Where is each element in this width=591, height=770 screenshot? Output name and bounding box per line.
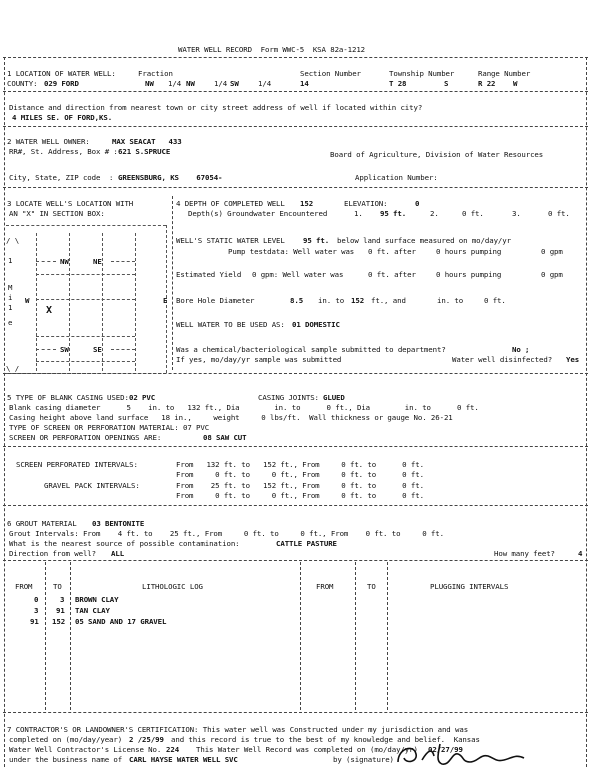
log-description: TAN CLAY (75, 606, 110, 615)
side-mark: 1 (8, 256, 13, 265)
casing-value: 02 PVC (129, 393, 156, 402)
depth-value: 152 (300, 199, 314, 208)
side-mark: 1 (8, 303, 13, 312)
bore-text-4: 0 ft. (484, 296, 506, 305)
screen-intervals-label: SCREEN PERFORATED INTERVALS: (16, 460, 138, 469)
divider (3, 91, 588, 92)
static-label: WELL'S STATIC WATER LEVEL (176, 236, 285, 245)
slash-mark: / \ (6, 236, 20, 245)
openings-value: 08 SAW CUT (203, 433, 247, 442)
range-value: R 22 (478, 79, 496, 88)
se-label: SE (93, 345, 102, 354)
s3-heading: 3 LOCATE WELL'S LOCATION WITH (7, 199, 134, 208)
pump-2-value: 0 ft. after (368, 270, 416, 279)
feet-value: 4 (578, 549, 583, 558)
screen-type: TYPE OF SCREEN OR PERFORATION MATERIAL: 07 PVC (9, 423, 210, 432)
log-column-divider (45, 562, 46, 710)
s1-heading: 1 LOCATION OF WATER WELL: (7, 69, 116, 78)
screen-row-2: From 0 ft. to 0 ft., From 0 ft. to 0 ft. (176, 470, 424, 479)
range-dir: W (513, 79, 518, 88)
bore-label: Bore Hole Diameter (176, 296, 255, 305)
divider (3, 57, 588, 58)
certification-line-3b: This Water Well Record was completed on (mo/day/yr) (196, 745, 418, 754)
joints-label: CASING JOINTS: (258, 393, 319, 402)
log-header-to: TO (53, 582, 62, 591)
log-column-divider (355, 562, 356, 710)
casing-diameter-line: Blank casing diameter 5 in. to 132 ft., Dia in. to 0 ft., Dia in. to 0 ft. (9, 403, 479, 412)
direction-label: Direction from well? (9, 549, 96, 558)
grid-line (36, 361, 135, 362)
log-header-from: FROM (15, 582, 33, 591)
log-header-lithologic: LITHOLOGIC LOG (142, 582, 203, 591)
use-label: WELL WATER TO BE USED AS: (176, 320, 285, 329)
pump-1-value: 0 ft. after (368, 247, 416, 256)
gravel-row-1: From 25 ft. to 152 ft., From 0 ft. to 0 ft. (176, 481, 424, 490)
certification-line-3a: Water Well Contractor's License No. (9, 745, 162, 754)
contamination-label: What is the nearest source of possible contamination: (9, 539, 240, 548)
grout-intervals: Grout Intervals: From 4 ft. to 25 ft., From 0 ft. to 0 ft., From 0 ft. to 0 ft. (9, 529, 444, 538)
side-mark: M (8, 283, 13, 292)
pump-2-hours: 0 hours pumping (436, 270, 502, 279)
section-value: 14 (300, 79, 309, 88)
grid-line (6, 225, 166, 226)
openings-label: SCREEN OR PERFORATION OPENINGS ARE: (9, 433, 162, 442)
log-header-from-2: FROM (316, 582, 334, 591)
nw-label: NW (60, 257, 69, 266)
quarter-2: NW (186, 79, 195, 88)
log-header-to-2: TO (367, 582, 376, 591)
bore-text-2: ft., and (371, 296, 406, 305)
divider (3, 126, 588, 127)
s3-heading-2: AN "X" IN SECTION BOX: (9, 209, 105, 218)
gw-1-label: 1. (354, 209, 363, 218)
grid-line (69, 233, 70, 371)
grid-line (36, 349, 56, 350)
log-header-plugging: PLUGGING INTERVALS (430, 582, 509, 591)
log-from: 3 (34, 606, 39, 615)
side-mark: i (8, 293, 13, 302)
gw-2-label: 2. (430, 209, 439, 218)
chem-question: Was a chemical/bacteriological sample submitted to department? (176, 345, 446, 354)
board-label: Board of Agriculture, Division of Water Resources (330, 150, 544, 159)
quarter-unit-3: 1/4 (258, 79, 272, 88)
grid-line (111, 349, 135, 350)
county-label: COUNTY: (7, 79, 38, 88)
elevation-value: 0 (415, 199, 420, 208)
quarter-unit-1: 1/4 (168, 79, 182, 88)
completion-date: 2 /25/99 (129, 735, 164, 744)
groundwater-label: Depth(s) Groundwater Encountered (188, 209, 328, 218)
township-value: T 28 (389, 79, 407, 88)
grid-line (36, 299, 135, 300)
city-label: City, State, ZIP code : (9, 173, 114, 182)
bore-diameter: 8.5 (290, 296, 304, 305)
gw-2-value: 0 ft. (462, 209, 484, 218)
static-value: 95 ft. (303, 236, 330, 245)
section-label: Section Number (300, 69, 361, 78)
divider (3, 373, 588, 374)
chem-answer: No ; (512, 345, 530, 354)
gw-3-label: 3. (512, 209, 521, 218)
bore-text: in. to (318, 296, 345, 305)
divider (3, 446, 588, 447)
county-value: 029 FORD (44, 79, 79, 88)
disinfected-value: Yes (566, 355, 580, 364)
contamination-value: CATTLE PASTURE (276, 539, 337, 548)
township-dir: S (444, 79, 449, 88)
log-column-divider (300, 562, 301, 710)
gw-1-value: 95 ft. (380, 209, 407, 218)
side-mark: e (8, 318, 13, 327)
certification-line-4a: under the business name of (9, 755, 123, 764)
address-value: 621 S.SPRUCE (118, 147, 171, 156)
frame-right (586, 57, 587, 767)
e-label: E (163, 296, 168, 305)
grid-line (102, 233, 103, 371)
pump-2-gpm: 0 gpm (541, 270, 563, 279)
divider (3, 187, 588, 188)
grout-value: 03 BENTONITE (92, 519, 145, 528)
record-date: 02/27/99 (428, 745, 463, 754)
log-description: 05 SAND AND 17 GRAVEL (75, 617, 167, 626)
form-title: WATER WELL RECORD Form WWC-5 KSA 82a-1212 (178, 45, 366, 54)
grout-label: 6 GROUT MATERIAL (7, 519, 77, 528)
log-to: 91 (56, 606, 65, 615)
w-label: W (25, 296, 30, 305)
quarter-1: NW (145, 79, 154, 88)
yield-label: Estimated Yield (176, 270, 242, 279)
quarter-3: SW (230, 79, 239, 88)
joints-value: GLUED (323, 393, 345, 402)
range-label: Range Number (478, 69, 531, 78)
log-description: BROWN CLAY (75, 595, 119, 604)
log-to: 3 (60, 595, 65, 604)
pump-label: Pump testdata: Well water was (228, 247, 355, 256)
yield-value: 0 gpm: Well water was (252, 270, 344, 279)
ne-label: NE (93, 257, 102, 266)
application-label: Application Number: (355, 173, 438, 182)
grid-line (36, 274, 135, 275)
chem-date-label: If yes, mo/day/yr sample was submitted (176, 355, 342, 364)
frame-left (4, 57, 5, 767)
distance-question: Distance and direction from nearest town or city street address of well if located within city? (9, 103, 423, 112)
signature-icon (392, 740, 542, 770)
bore-depth: 152 (351, 296, 365, 305)
bore-text-3: in. to (437, 296, 464, 305)
grid-line (135, 233, 136, 371)
divider (3, 560, 588, 561)
log-column-divider (387, 562, 388, 710)
use-value: 01 DOMESTIC (292, 320, 340, 329)
casing-label: 5 TYPE OF BLANK CASING USED: (7, 393, 129, 402)
city-value: GREENSBURG, KS 67054- (118, 173, 223, 182)
license-number: 224 (166, 745, 180, 754)
static-text: below land surface measured on mo/day/yr (337, 236, 511, 245)
pump-1-hours: 0 hours pumping (436, 247, 502, 256)
log-from: 91 (30, 617, 39, 626)
signature-label: by (signature) (333, 755, 394, 764)
business-name: CARL HAYSE WATER WELL SVC (129, 755, 238, 764)
feet-label: How many feet? (494, 549, 555, 558)
grid-line (36, 336, 135, 337)
disinfected-label: Water well disinfected? (452, 355, 553, 364)
slash-mark: \ / (6, 364, 20, 373)
depth-label: 4 DEPTH OF COMPLETED WELL (176, 199, 285, 208)
fraction-label: Fraction (138, 69, 173, 78)
certification-line-2b: and this record is true to the best of my knowledge and belief. Kansas (171, 735, 480, 744)
section-box (6, 225, 166, 373)
location-x-mark: X (46, 305, 52, 316)
gw-3-value: 0 ft. (548, 209, 570, 218)
address-label: RR#, St. Address, Box # : (9, 147, 118, 156)
casing-height-line: Casing height above land surface 18 in., weight 0 lbs/ft. Wall thickness or gauge No. 26-21 (9, 413, 453, 422)
quarter-unit-2: 1/4 (214, 79, 228, 88)
certification-line-1: 7 CONTRACTOR'S OR LANDOWNER'S CERTIFICATION: This water well was Constructed under my jurisdiction and was (7, 725, 469, 734)
log-from: 0 (34, 595, 39, 604)
direction-value: ALL (111, 549, 125, 558)
township-label: Township Number (389, 69, 455, 78)
log-column-divider (70, 562, 71, 710)
owner-value: MAX SEACAT 433 (112, 137, 182, 146)
grid-line (111, 261, 135, 262)
gravel-row-2: From 0 ft. to 0 ft., From 0 ft. to 0 ft. (176, 491, 424, 500)
column-divider (172, 196, 173, 370)
distance-value: 4 MILES SE. OF FORD,KS. (12, 113, 113, 122)
divider (3, 712, 588, 713)
elevation-label: ELEVATION: (344, 199, 388, 208)
divider (3, 505, 588, 506)
gravel-intervals-label: GRAVEL PACK INTERVALS: (44, 481, 140, 490)
grid-line (36, 233, 37, 371)
sw-label: SW (60, 345, 69, 354)
s2-heading: 2 WATER WELL OWNER: (7, 137, 90, 146)
log-to: 152 (52, 617, 66, 626)
screen-row-1: From 132 ft. to 152 ft., From 0 ft. to 0 ft. (176, 460, 424, 469)
grid-line (36, 261, 56, 262)
pump-1-gpm: 0 gpm (541, 247, 563, 256)
certification-line-2a: completed on (mo/day/year) (9, 735, 123, 744)
